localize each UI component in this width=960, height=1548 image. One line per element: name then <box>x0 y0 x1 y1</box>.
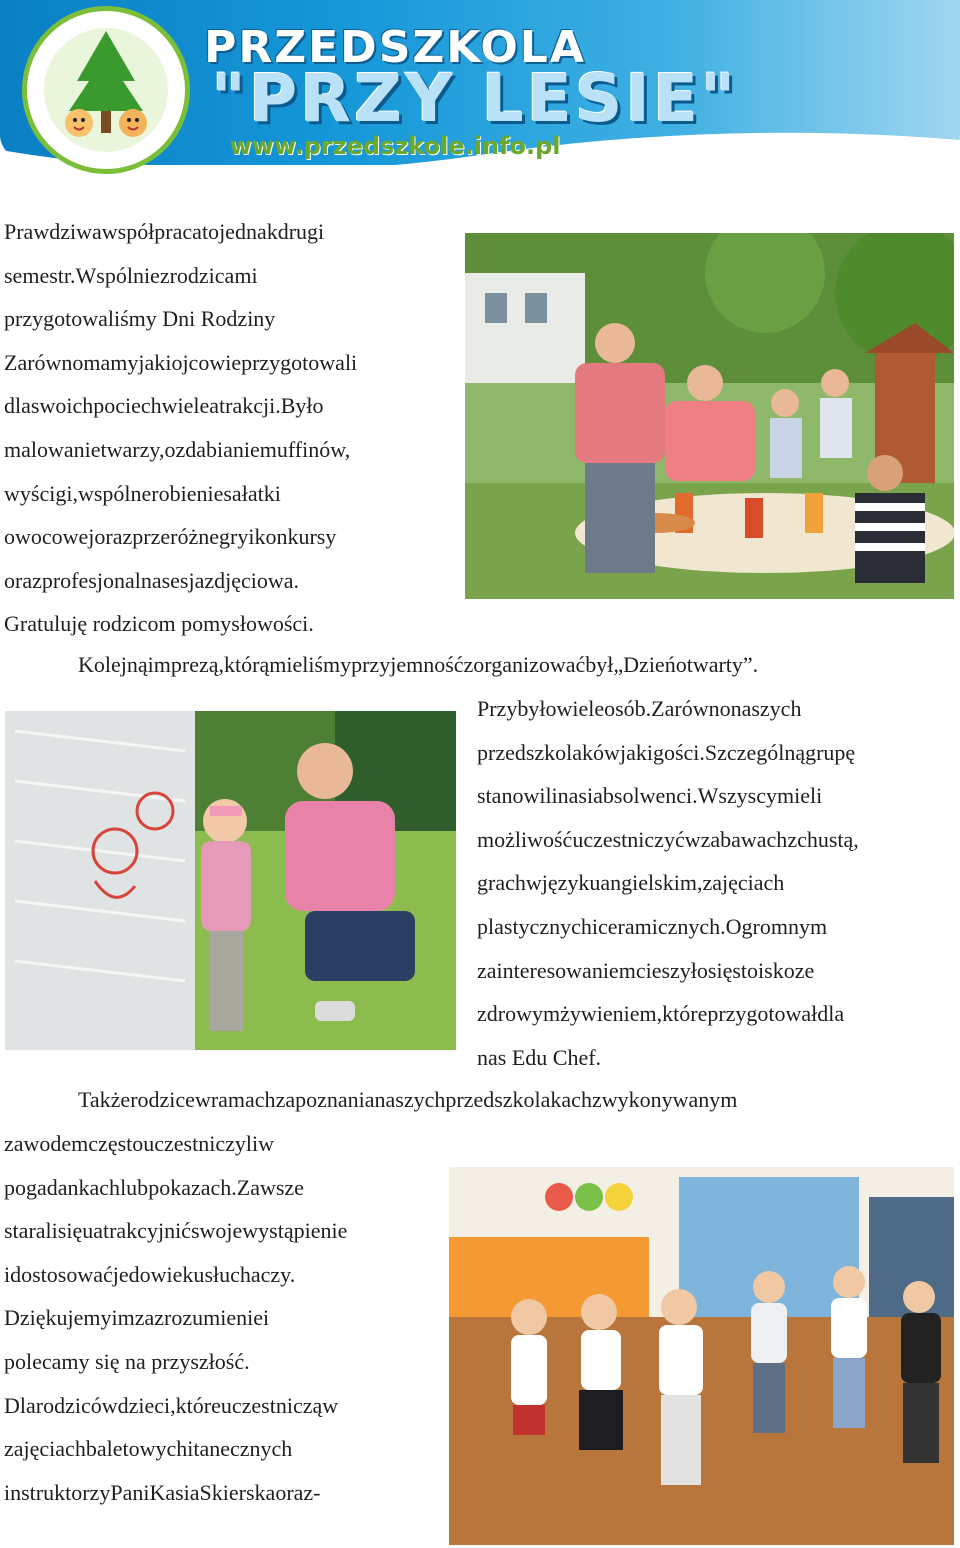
paragraph-parents <box>4 1122 430 1514</box>
word: i <box>165 349 172 375</box>
word: współpraca <box>101 219 202 244</box>
word: wiele <box>556 696 605 721</box>
word: sałatki <box>223 480 281 506</box>
text-line <box>4 1296 430 1340</box>
word: zrozumienie <box>154 1305 264 1331</box>
word: mieli <box>777 783 823 809</box>
word: uczestniczyli <box>143 1131 259 1156</box>
word: w <box>194 1087 211 1112</box>
brand-url[interactable]: www.przedszkole.info.pl <box>229 132 561 160</box>
word: gości. <box>652 739 705 765</box>
word: wyścigi, <box>4 480 78 506</box>
text-line <box>477 687 955 731</box>
word: cieszyło <box>635 957 708 983</box>
text-line <box>78 643 954 687</box>
word: ojcowie <box>171 349 242 375</box>
page-header <box>0 0 960 210</box>
word: muffinów, <box>259 436 351 462</box>
word: plastycznych <box>477 913 592 939</box>
word: często <box>88 1131 144 1156</box>
word: mieliśmy <box>269 652 352 677</box>
word: przyjemność <box>351 652 464 677</box>
word: dostosować <box>10 1261 113 1287</box>
word: oraz <box>4 567 42 593</box>
photo-family-picnic <box>465 233 954 599</box>
text-line <box>477 861 955 905</box>
word: grupę <box>805 739 856 765</box>
word: dzieci, <box>117 1392 176 1418</box>
text-line <box>4 1253 430 1297</box>
text-line <box>4 1427 430 1471</box>
word: profesjonalna <box>41 567 162 593</box>
word: mamy <box>83 349 139 375</box>
brand-title-line2: "PRZY LESIE" <box>211 60 739 137</box>
word: zorganizować <box>463 652 586 677</box>
text-line <box>477 992 955 1036</box>
word: w <box>322 1392 339 1418</box>
word: zawodem <box>4 1131 89 1156</box>
text-line <box>4 559 445 603</box>
word: ceramicznych. <box>597 913 726 939</box>
text-line <box>4 1471 430 1515</box>
text-line <box>4 428 445 472</box>
word: którą <box>224 652 270 677</box>
word: Zarówno <box>651 696 731 721</box>
word: i <box>263 1305 270 1331</box>
text-line <box>4 254 445 298</box>
word: w <box>258 1131 274 1156</box>
text-line <box>78 1078 954 1122</box>
word: nasi <box>557 783 594 809</box>
photo-children-dancing <box>449 1167 954 1545</box>
word: które <box>175 1392 221 1418</box>
word: i <box>591 913 598 939</box>
word: Zawsze <box>236 1174 304 1200</box>
word: które <box>662 1001 708 1027</box>
text-line <box>4 210 445 254</box>
word: w <box>684 826 701 852</box>
text-line <box>4 515 445 559</box>
word: Także <box>78 1087 131 1112</box>
word: z <box>787 826 798 852</box>
word: Wszyscy <box>697 783 778 809</box>
text-line <box>4 1209 430 1253</box>
word: z <box>159 262 170 288</box>
word: zdjęciowa. <box>204 567 300 593</box>
word: do <box>128 1261 151 1287</box>
word: ze <box>794 957 815 983</box>
word: atrakcji. <box>209 393 281 419</box>
word: Ogromnym <box>725 913 828 939</box>
text-line: nas Edu Chef. <box>477 1044 602 1070</box>
word: Zarówno <box>4 349 84 375</box>
word: przedszkolaków <box>477 739 620 765</box>
word: zajęciach <box>4 1436 86 1462</box>
text-line <box>477 731 955 775</box>
word: za <box>134 1305 155 1331</box>
text-line <box>477 905 955 949</box>
word: Dziękujemy <box>4 1305 112 1331</box>
text-line: polecamy się na przyszłość. <box>4 1348 250 1374</box>
word: osób. <box>604 696 652 721</box>
word: Przybyło <box>477 696 557 721</box>
word: był <box>585 652 614 677</box>
word: języku <box>541 870 601 896</box>
word: swoich <box>30 393 94 419</box>
word: oraz <box>94 524 133 550</box>
text-line <box>477 818 955 862</box>
text-line <box>4 1122 430 1166</box>
paragraph-parents-lead <box>78 1078 954 1122</box>
word: się <box>57 1218 83 1244</box>
word: zajęciach <box>702 870 785 896</box>
word: możliwość <box>477 826 573 852</box>
word: pogadankach <box>4 1174 121 1200</box>
word: tanecznych <box>193 1436 293 1462</box>
word: chustą, <box>797 826 859 852</box>
word: przeróżne <box>132 524 219 550</box>
word: żywieniem, <box>560 1001 663 1027</box>
word: uczestniczyć <box>572 826 685 852</box>
word: naszych <box>730 696 802 721</box>
paragraph-open-day <box>477 687 955 1079</box>
text-line <box>477 774 955 818</box>
word: wieku <box>150 1261 205 1287</box>
word: z <box>591 1087 602 1112</box>
word: rodziców <box>35 1392 118 1418</box>
word: i <box>187 1436 194 1462</box>
word: wykonywanym <box>601 1087 738 1112</box>
word: dla <box>817 1001 845 1027</box>
word: instruktorzy <box>4 1479 111 1505</box>
word: grach <box>477 870 526 896</box>
word: starali <box>4 1218 58 1244</box>
word: się <box>707 957 733 983</box>
word: naszych <box>374 1087 446 1112</box>
word: jak <box>138 349 166 375</box>
word: semestr. <box>4 262 76 288</box>
word: robienie <box>151 480 224 506</box>
text-line <box>477 949 955 993</box>
word: Prawdziwa <box>4 219 102 244</box>
word: jak <box>619 739 647 765</box>
word: przygotował <box>707 1001 818 1027</box>
word: ozdabianie <box>164 436 260 462</box>
word: zapoznania <box>275 1087 375 1112</box>
word: konkursy <box>254 524 337 550</box>
word: wspólne <box>77 480 152 506</box>
text-line <box>4 341 445 385</box>
word: stanowili <box>477 783 558 809</box>
word: je <box>112 1261 129 1287</box>
word: gry <box>219 524 249 550</box>
word: „Dzień <box>613 652 676 677</box>
word: zabawach <box>700 826 788 852</box>
word: wiele <box>161 393 210 419</box>
word: absolwenci. <box>593 783 698 809</box>
text-line <box>4 1384 430 1428</box>
paragraph-family-days <box>4 210 445 646</box>
text-line: przygotowaliśmy Dni Rodziny <box>4 306 276 332</box>
word: przygotowali <box>241 349 358 375</box>
word: rodzice <box>130 1087 195 1112</box>
word: Pani <box>110 1479 150 1505</box>
word: otwarty”. <box>675 652 759 677</box>
text-line <box>4 1166 430 1210</box>
word: uczestniczą <box>220 1392 323 1418</box>
logo-tree-icon <box>27 11 185 169</box>
word: Skierska <box>199 1479 276 1505</box>
kindergarten-logo <box>22 6 190 174</box>
text-line: Gratuluję rodzicom pomysłowości. <box>4 611 314 637</box>
word: angielskim, <box>600 870 703 896</box>
word: malowanie <box>4 436 101 462</box>
word: i <box>4 1261 11 1287</box>
word: jednak <box>219 219 278 244</box>
word: i <box>646 739 653 765</box>
word: pociech <box>93 393 162 419</box>
word: Szczególną <box>704 739 806 765</box>
word: uatrakcyjnić <box>82 1218 191 1244</box>
word: Dla <box>4 1392 36 1418</box>
word: imprezą, <box>147 652 225 677</box>
word: ramach <box>210 1087 276 1112</box>
word: drugi <box>277 219 325 244</box>
word: twarzy, <box>100 436 165 462</box>
brand-title-line1: PRZEDSZKOLA <box>204 22 586 73</box>
paragraph-open-day-lead <box>78 643 954 687</box>
word: baletowych <box>85 1436 188 1462</box>
word: wystąpienie <box>242 1218 348 1244</box>
word: Wspólnie <box>75 262 160 288</box>
word: owocowej <box>4 524 95 550</box>
word: Kasia <box>149 1479 200 1505</box>
word: oraz <box>275 1479 314 1505</box>
word: pokazach. <box>148 1174 237 1200</box>
word: przedszkolakach <box>445 1087 592 1112</box>
word: stoisko <box>732 957 795 983</box>
word: Było <box>280 393 324 419</box>
word: - <box>313 1479 321 1505</box>
photo-child-painting <box>5 711 456 1050</box>
word: im <box>111 1305 135 1331</box>
word: sesja <box>161 567 205 593</box>
word: w <box>525 870 542 896</box>
word: dla <box>4 393 31 419</box>
word: zdrowym <box>477 1001 561 1027</box>
text-line <box>4 384 445 428</box>
word: Kolejną <box>78 652 148 677</box>
word: rodzicami <box>169 262 258 288</box>
word: słuchaczy. <box>204 1261 296 1287</box>
text-line <box>4 472 445 516</box>
word: i <box>248 524 255 550</box>
word: zainteresowaniem <box>477 957 636 983</box>
word: lub <box>120 1174 149 1200</box>
word: to <box>201 219 220 244</box>
word: swoje <box>190 1218 243 1244</box>
